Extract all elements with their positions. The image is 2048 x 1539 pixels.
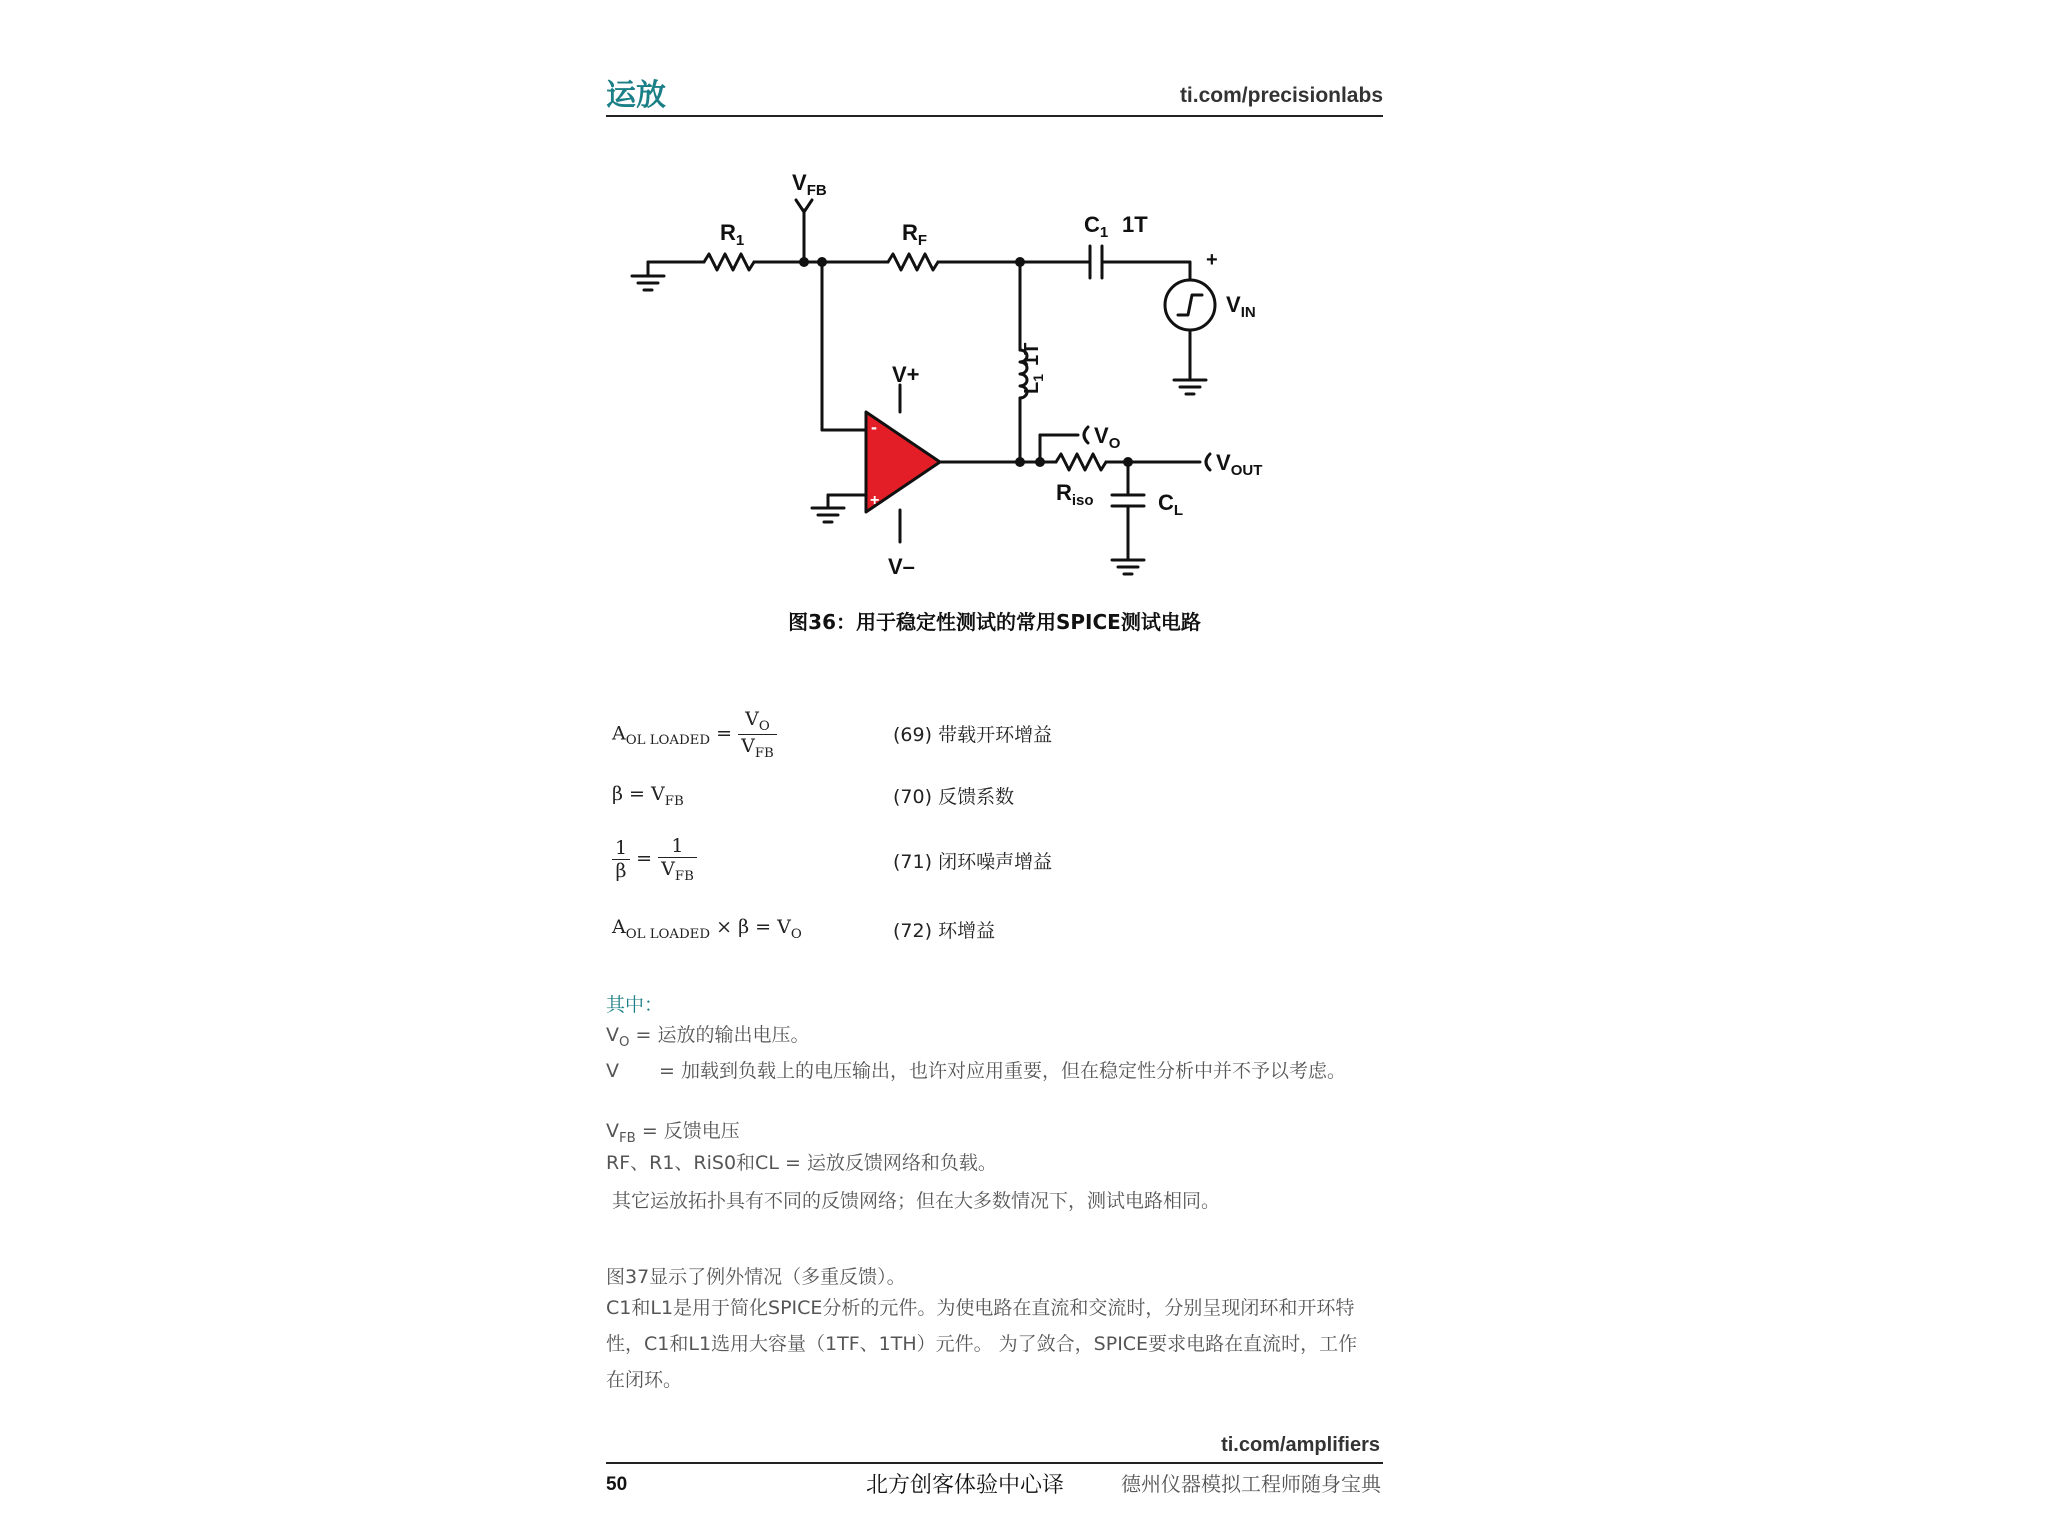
vfb-label: $V_{FB}$: [792, 170, 827, 199]
section-title: 运放: [606, 78, 666, 113]
equation-71: $\frac{1}{\beta}$ = $\frac{1}{V_{FB}}$: [612, 835, 697, 884]
equation-72-label: (72) 环增益: [893, 920, 996, 942]
where-line-topology: 其它运放拓扑具有不同的反馈网络；但在大多数情况下，测试电路相同。: [612, 1190, 1221, 1212]
l1-label: $L_11T$: [1021, 342, 1046, 394]
equation-72: $A_{OL LOADED} \times \beta = V_O$: [612, 916, 802, 942]
page-number: 50: [606, 1474, 628, 1495]
vminus-label: V–: [888, 554, 915, 579]
where-line-vout: V = 加载到负载上的电压输出，也许对应用重要，但在稳定性分析中并不予以考虑。: [606, 1060, 1346, 1082]
where-line-vo: $V_O$ = 运放的输出电压。: [606, 1024, 810, 1050]
rf-label: $R_F$: [902, 220, 928, 249]
riso-resistor: [1056, 454, 1106, 470]
cl-label: $C_L$: [1158, 490, 1184, 519]
vfb-probe-fork: [796, 200, 812, 212]
r1-resistor: [704, 254, 754, 270]
where-title: 其中：: [606, 994, 664, 1016]
c1-value: 1T: [1122, 212, 1148, 237]
footer-divider: [606, 1462, 1383, 1464]
vin-label: $V_{IN}$: [1226, 292, 1256, 321]
noninv-input-sign: +: [870, 492, 880, 509]
translator-credit: 北方创客体验中心译: [866, 1473, 1065, 1498]
riso-label: $R_{iso}$: [1056, 480, 1094, 509]
vplus-label: V+: [892, 362, 920, 387]
vo-terminal: [1084, 427, 1088, 443]
spice-test-circuit: [600, 150, 1320, 590]
c1-label: $C_1$: [1084, 212, 1109, 241]
footer-url[interactable]: ti.com/amplifiers: [1221, 1434, 1380, 1456]
equation-71-label: (71) 闭环噪声增益: [893, 851, 1053, 873]
where-line-vfb: $V_{FB}$ = 反馈电压: [606, 1120, 740, 1146]
equation-70: $\beta = V_{FB}$: [612, 783, 684, 809]
equation-69-label: (69) 带载开环增益: [893, 724, 1053, 746]
vout-terminal: [1206, 454, 1210, 470]
header-divider: [606, 115, 1383, 117]
equation-70-label: (70) 反馈系数: [893, 786, 1015, 808]
vin-plus: +: [1206, 249, 1218, 271]
book-title: 德州仪器模拟工程师随身宝典: [1121, 1472, 1381, 1496]
figure-caption: 图36：用于稳定性测试的常用SPICE测试电路: [788, 610, 1201, 634]
paragraph-c1-l1: C1和L1是用于简化SPICE分析的元件。为使电路在直流和交流时，分别呈现闭环和开环特性，C1和L1选用大容量（1TF、1TH）元件。 为了敛合，SPICE要求电路在直流时，工作在闭环。: [606, 1297, 1358, 1391]
equation-69: $A_{OL LOADED}$ = $\frac{V_O}{V_{FB}}$: [612, 708, 777, 761]
vout-label: $V_{OUT}$: [1216, 450, 1263, 479]
r1-label: $R_1$: [720, 220, 745, 249]
header-url[interactable]: ti.com/precisionlabs: [1179, 84, 1383, 107]
where-line-network: RF、R1、RiS0和CL = 运放反馈网络和负载。: [606, 1152, 997, 1174]
rf-resistor: [888, 254, 938, 270]
vo-label: $V_O$: [1094, 423, 1121, 452]
paragraph-figure37: 图37显示了例外情况（多重反馈）。: [606, 1266, 906, 1288]
inv-input-sign: -: [871, 417, 877, 437]
vin-step-glyph: [1178, 295, 1202, 315]
